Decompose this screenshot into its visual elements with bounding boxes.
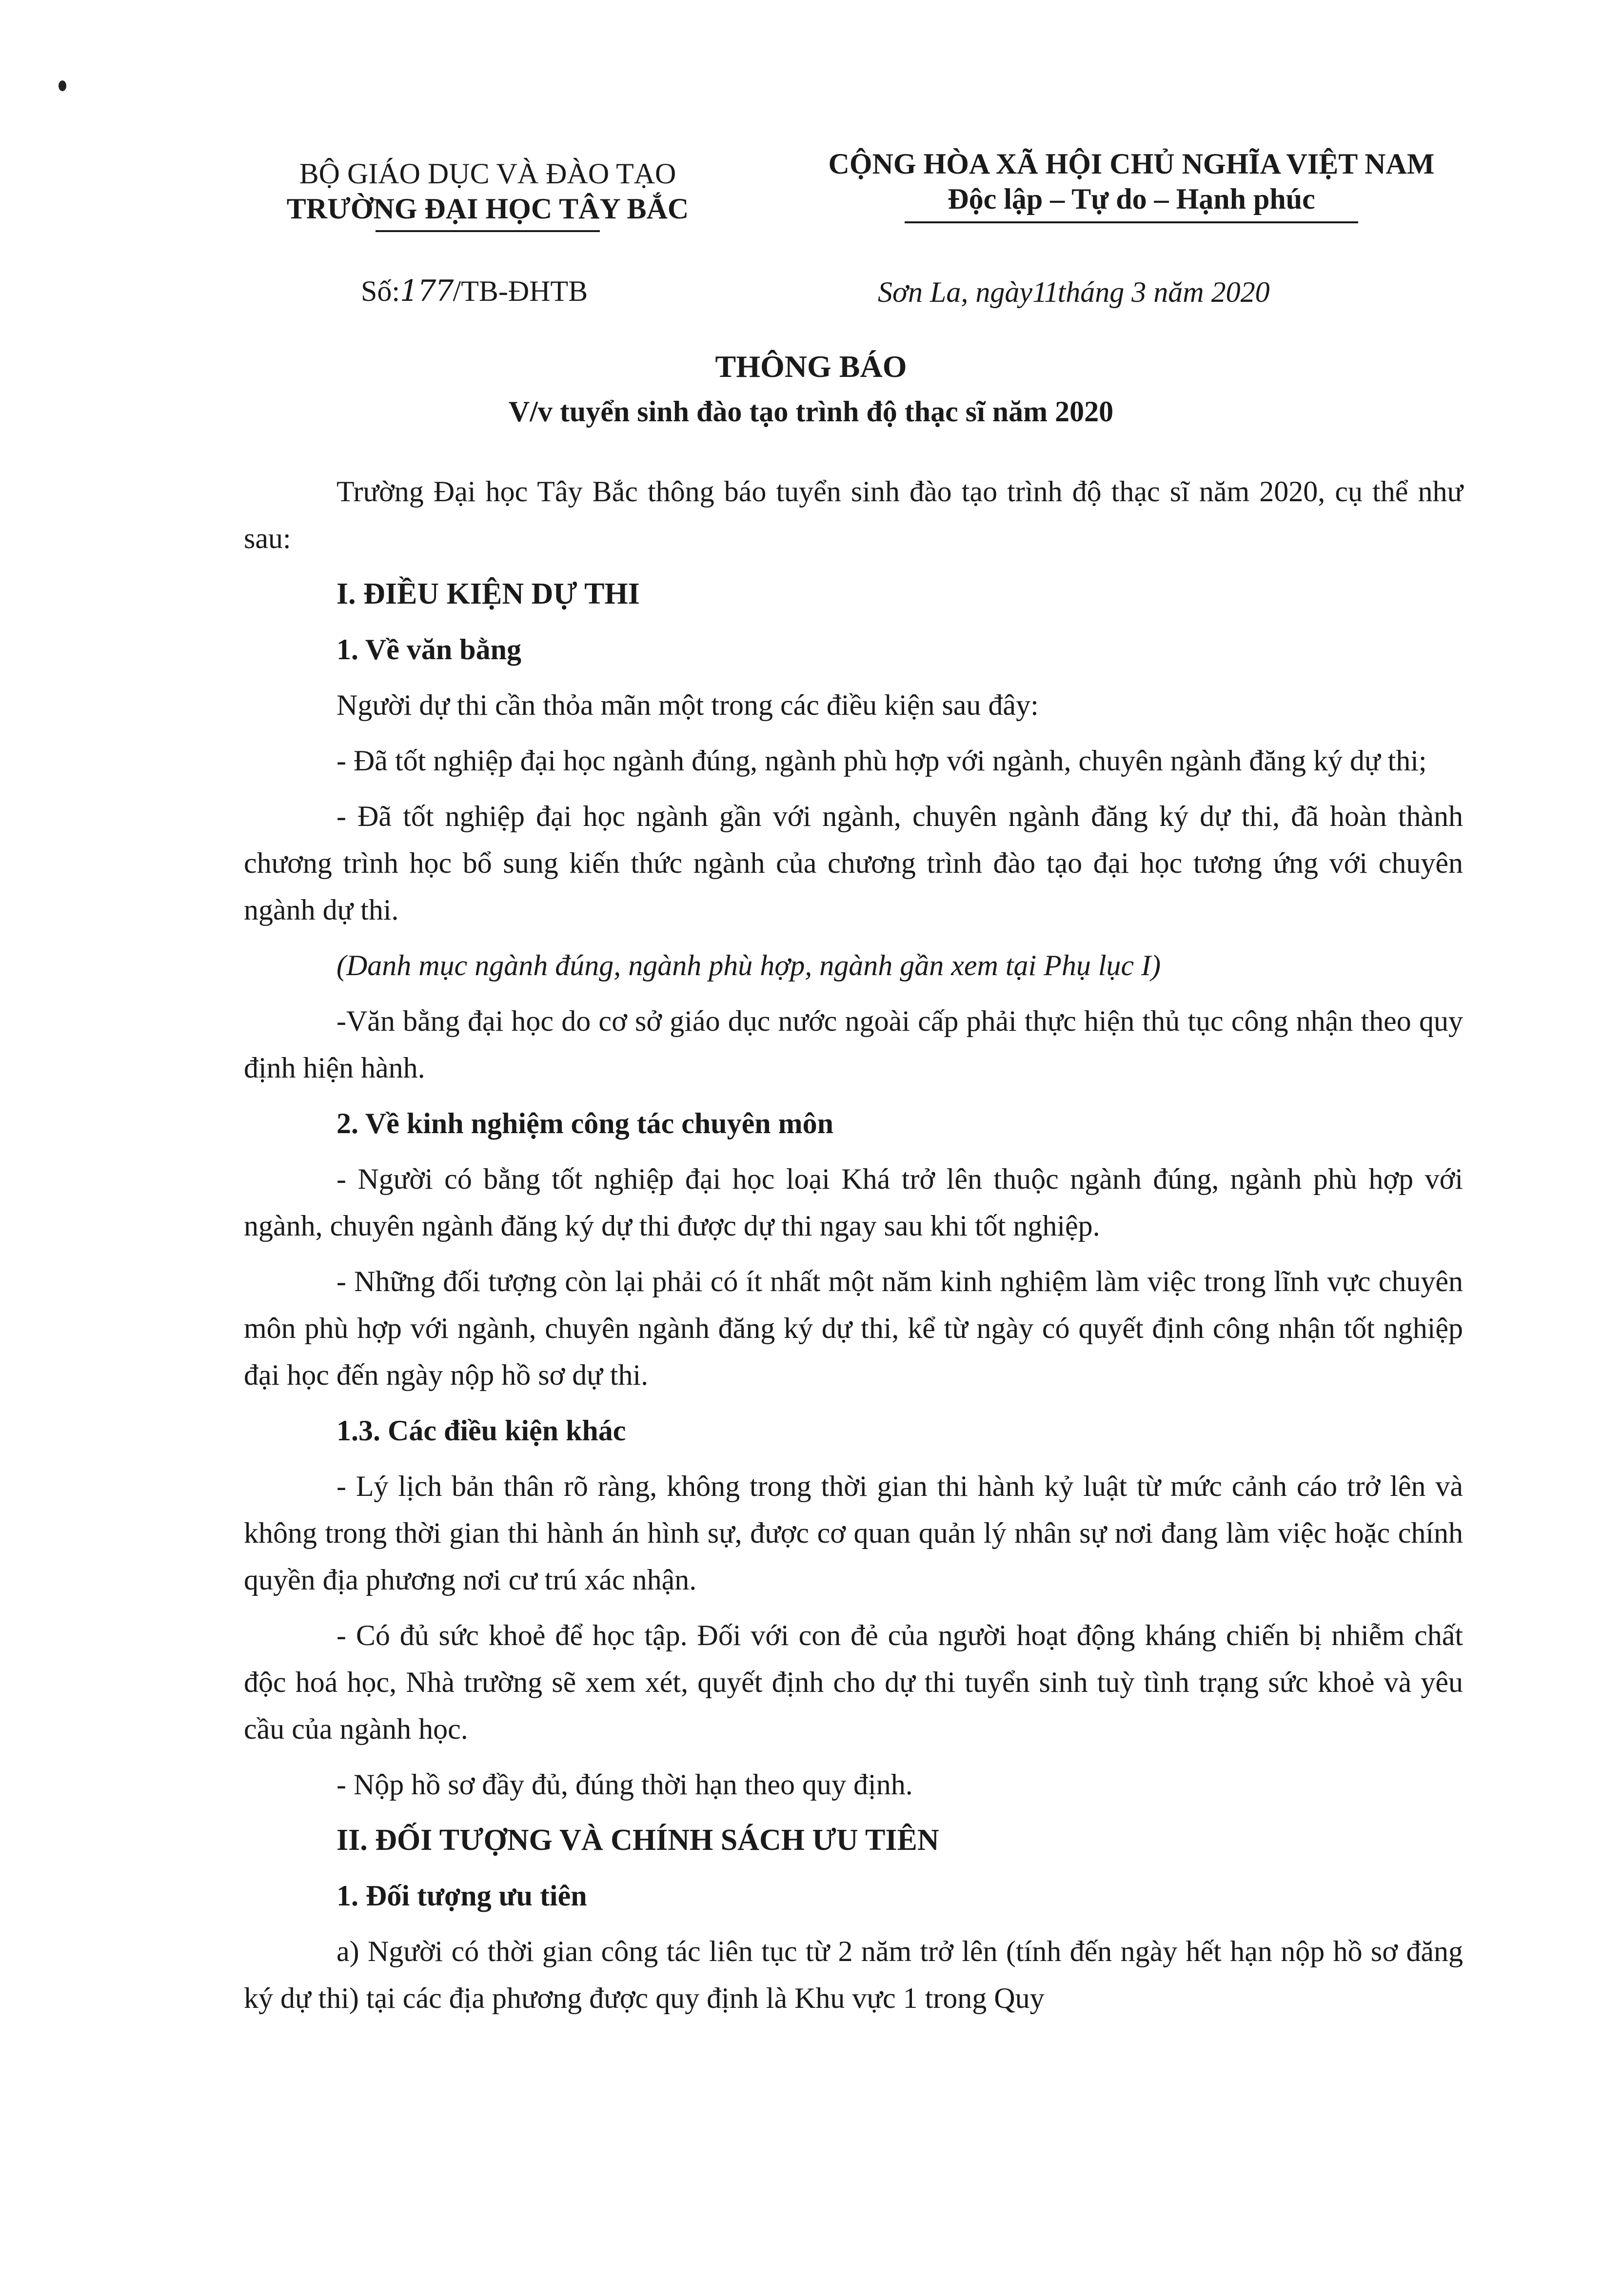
issuer-underline (376, 230, 600, 232)
paragraph: - Đã tốt nghiệp đại học ngành đúng, ngành phù hợp với ngành, chuyên ngành đăng ký dự thi; (336, 745, 1427, 777)
appendix-note: (Danh mục ngành đúng, ngành phù hợp, ngành gần xem tại Phụ lục I) (336, 949, 1161, 981)
university-name: TRƯỜNG ĐẠI HỌC TÂY BẮC (286, 193, 689, 225)
issuer-block (205, 156, 771, 232)
document-body (244, 468, 1463, 2030)
date-prefix: Sơn La, ngày (878, 276, 1033, 308)
document-subtitle: V/v tuyển sinh đào tạo trình độ thạc sĩ năm 2020 (508, 395, 1114, 428)
paragraph: a) Người có thời gian công tác liên tục từ 2 năm trở lên (tính đến ngày hết hạn nộp hồ sơ đăng ký dự thi) tại các địa phương được quy định là Khu vực 1 trong Quy (244, 1935, 1463, 2014)
paragraph: -Văn bằng đại học do cơ sở giáo dục nước ngoài cấp phải thực hiện thủ tục công nhận theo quy định hiện hành. (244, 1005, 1463, 1084)
section-1-2-heading: 2. Về kinh nghiệm công tác chuyên môn (336, 1107, 834, 1139)
date-handwritten-day: 11 (1032, 276, 1058, 308)
motto-underline (905, 221, 1358, 223)
section-1-1-heading: 1. Về văn bằng (336, 633, 521, 666)
paragraph: - Đã tốt nghiệp đại học ngành gần với ngành, chuyên ngành đăng ký dự thi, đã hoàn thành chương trình học bổ sung kiến thức ngành của chương trình đào tạo đại học tương ứng với chuyên ngành dự thi. (244, 800, 1463, 926)
section-1-heading: I. ĐIỀU KIỆN DỰ THI (336, 577, 640, 610)
paragraph: - Lý lịch bản thân rõ ràng, không trong thời gian thi hành kỷ luật từ mức cảnh cáo trở lên và không trong thời gian thi hành án hình sự, được cơ quan quản lý nhân sự nơi đang làm việc hoặc chính quyền địa phương nơi cư trú xác nhận. (244, 1470, 1463, 1596)
ministry-name: BỘ GIÁO DỤC VÀ ĐÀO TẠO (299, 157, 676, 190)
section-1-3-heading: 1.3. Các điều kiện khác (336, 1414, 626, 1447)
motto: Độc lập – Tự do – Hạnh phúc (948, 183, 1315, 215)
doc-number-suffix: /TB-ĐHTB (453, 275, 588, 307)
section-2-1-heading: 1. Đối tượng ưu tiên (336, 1880, 587, 1912)
doc-number-prefix: Số: (361, 275, 400, 307)
doc-number-handwritten: 177 (400, 274, 453, 308)
date-line (878, 275, 1270, 309)
document-number (361, 274, 588, 308)
intro-paragraph: Trường Đại học Tây Bắc thông báo tuyển sinh đào tạo trình độ thạc sĩ năm 2020, cụ thể như sau: (244, 475, 1463, 554)
section-2-heading: II. ĐỐI TƯỢNG VÀ CHÍNH SÁCH ƯU TIÊN (336, 1824, 939, 1857)
paragraph: - Có đủ sức khoẻ để học tập. Đối với con đẻ của người hoạt động kháng chiến bị nhiễm chất độc hoá học, Nhà trường sẽ xem xét, quyết định cho dự thi tuyển sinh tuỳ tình trạng sức khoẻ và yêu cầu của ngành học. (244, 1619, 1463, 1745)
scan-mark (59, 80, 66, 91)
date-suffix: tháng 3 năm 2020 (1057, 276, 1270, 308)
paragraph: - Những đối tượng còn lại phải có ít nhất một năm kinh nghiệm làm việc trong lĩnh vực chuyên môn phù hợp với ngành, chuyên ngành đăng ký dự thi, kể từ ngày có quyết định công nhận tốt nghiệp đại học đến ngày nộp hồ sơ dự thi. (244, 1265, 1463, 1391)
country-name: CỘNG HÒA XÃ HỘI CHỦ NGHĨA VIỆT NAM (828, 148, 1435, 180)
national-motto-block (751, 146, 1512, 223)
paragraph: - Người có bằng tốt nghiệp đại học loại Khá trở lên thuộc ngành đúng, ngành phù hợp với ngành, chuyên ngành đăng ký dự thi được dự thi ngay sau khi tốt nghiệp. (244, 1163, 1463, 1242)
paragraph: Người dự thi cần thỏa mãn một trong các điều kiện sau đây: (336, 689, 1039, 721)
document-title: THÔNG BÁO (715, 349, 907, 384)
paragraph: - Nộp hồ sơ đầy đủ, đúng thời hạn theo quy định. (336, 1768, 913, 1801)
